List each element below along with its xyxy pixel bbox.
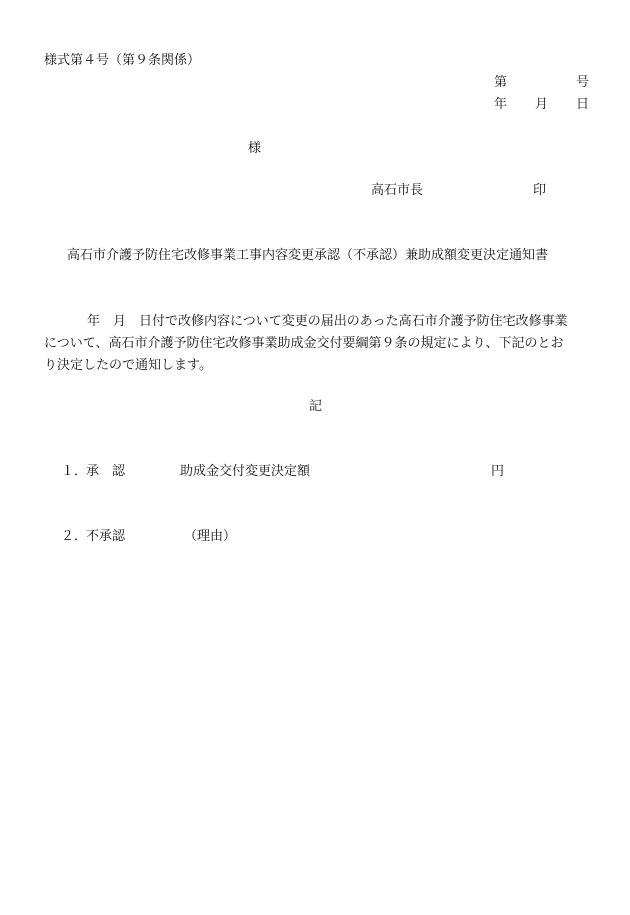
item-2-number: ２． — [61, 529, 88, 544]
sender-name: 高石市長 — [371, 183, 424, 198]
item-1-yen-unit: 円 — [491, 464, 505, 479]
body-line-3: り決定したので通知します。 — [44, 358, 212, 373]
document-number-suffix: 号 — [576, 75, 590, 90]
item-1-number: １． — [61, 464, 88, 479]
seal-mark: 印 — [533, 183, 547, 198]
document-number-prefix: 第 — [494, 75, 508, 90]
recipient-honorific: 様 — [248, 141, 262, 156]
date-day: 日 — [576, 97, 590, 112]
document-title: 高石市介護予防住宅改修事業工事内容変更承認（不承認）兼助成額変更決定通知書 — [67, 248, 549, 263]
date-month: 月 — [535, 97, 549, 112]
body-line-1: 年 月 日付で改修内容について変更の届出のあった高石市介護予防住宅改修事業 — [87, 314, 568, 329]
item-1-label: 承 認 — [86, 464, 126, 479]
body-paragraph — [44, 311, 594, 377]
ki-heading: 記 — [309, 399, 323, 414]
form-number: 様式第４号（第９条関係） — [44, 53, 201, 68]
body-line-2: について、高石市介護予防住宅改修事業助成金交付要綱第９条の規定により、下記のとお — [44, 336, 564, 351]
date-year: 年 — [494, 97, 508, 112]
item-1-amount-label: 助成金交付変更決定額 — [180, 464, 311, 479]
item-2-label: 不承認 — [86, 529, 126, 544]
item-2-reason-label: （理由） — [184, 529, 237, 544]
